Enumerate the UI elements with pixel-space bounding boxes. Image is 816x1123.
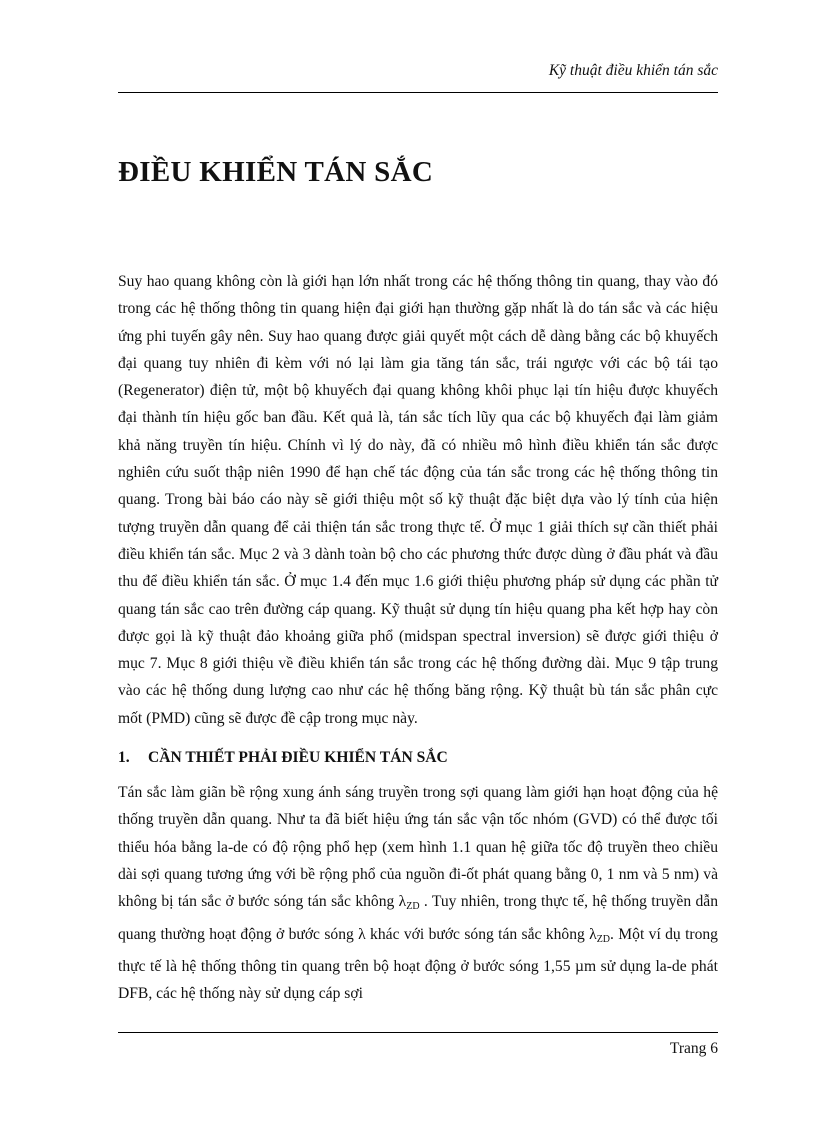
- lambda-symbol-2: λ: [589, 925, 597, 943]
- section-number: 1.: [118, 749, 130, 767]
- chapter-title: ĐIỀU KHIỂN TÁN SẮC: [118, 156, 434, 188]
- body-text: [118, 268, 718, 1007]
- footer-rule: [118, 1032, 718, 1033]
- section-paragraph: [118, 779, 718, 1007]
- section-text-part1: Tán sắc làm giãn bề rộng xung ánh sáng truyền trong sợi quang làm giới hạn hoạt động của hệ thống truyền dẫn quang. Như ta đã biết hiệu ứng tán sắc vận tốc nhóm (GVD) có thể được tối thiểu hóa bằng la-de có độ rộng phổ hẹp (xem hình 1.1 quan hệ giữa tốc độ truyền theo chiều dài sợi quang tương ứng với bề rộng phổ của nguồn đi-ốt phát quang bằng 0, 1 nm và 5 nm) và không bị tán sắc ở bước sóng tán sắc không: [118, 784, 718, 911]
- section-text-part3: . Một ví dụ trong thực tế là hệ thống thông tin quang trên bộ hoạt động ở bước sóng 1,55 µm sử dụng la-de phát DFB, các hệ thống này sử dụng cáp sợi: [118, 925, 718, 1003]
- section-heading: [118, 744, 718, 771]
- header-rule: [118, 92, 718, 93]
- section-title: CẦN THIẾT PHẢI ĐIỀU KHIỂN TÁN SẮC: [148, 749, 448, 767]
- section-text-part2: . Tuy nhiên, trong thực tế, hệ thống truyền dẫn quang thường hoạt động ở bước sóng λ khác với bước sóng tán sắc không: [118, 893, 718, 943]
- subscript-zd-2: ZD: [596, 933, 611, 945]
- page-number: Trang 6: [669, 1040, 718, 1057]
- subscript-zd: ZD: [406, 901, 420, 913]
- intro-paragraph: Suy hao quang không còn là giới hạn lớn nhất trong các hệ thống thông tin quang, thay vào đó trong các hệ thống thông tin quang hiện đại giới hạn thường gặp nhất là do tán sắc và các hiệu ứng phi tuyến gây nên. Suy hao quang được giải quyết một cách dễ dàng bằng các bộ khuyếch đại quang tuy nhiên đi kèm với nó lại làm gia tăng tán sắc, trái ngược với các bộ tái tạo (Regenerator) điện tử, một bộ khuyếch đại quang không khôi phục lại tín hiệu được khuyếch đại thành tín hiệu gốc ban đầu. Kết quả là, tán sắc tích lũy qua các bộ khuyếch đại làm giảm khả năng truyền tín hiệu. Chính vì lý do này, đã có nhiều mô hình điều khiển tán sắc được nghiên cứu suốt thập niên 1990 để hạn chế tác động của tán sắc trong các hệ thống thông tin quang. Trong bài báo cáo này sẽ giới thiệu một số kỹ thuật đặc biệt dựa vào lý tính của hiện tượng truyền dẫn quang để cải thiện tán sắc trong thực tế. Ở mục 1 giải thích sự cần thiết phải điều khiển tán sắc. Mục 2 và 3 dành toàn bộ cho các phương thức được dùng ở đầu phát và đầu thu để điều khiển tán sắc. Ở mục 1.4 đến mục 1.6 giới thiệu phương pháp sử dụng các phần tử quang tán sắc cao trên đường cáp quang. Kỹ thuật sử dụng tín hiệu quang pha kết hợp hay còn được gọi là kỹ thuật đảo khoảng giữa phổ (midspan spectral inversion) sẽ được giới thiệu ở mục 7. Mục 8 giới thiệu về điều khiển tán sắc trong các hệ thống đường dài. Mục 9 tập trung vào các hệ thống dung lượng cao như các hệ thống băng rộng. Kỹ thuật bù tán sắc phân cực mốt (PMD) cũng sẽ được đề cập trong mục này.: [118, 273, 718, 727]
- lambda-symbol: λ: [398, 893, 407, 911]
- running-header: Kỹ thuật điều khiển tán sắc: [548, 62, 718, 79]
